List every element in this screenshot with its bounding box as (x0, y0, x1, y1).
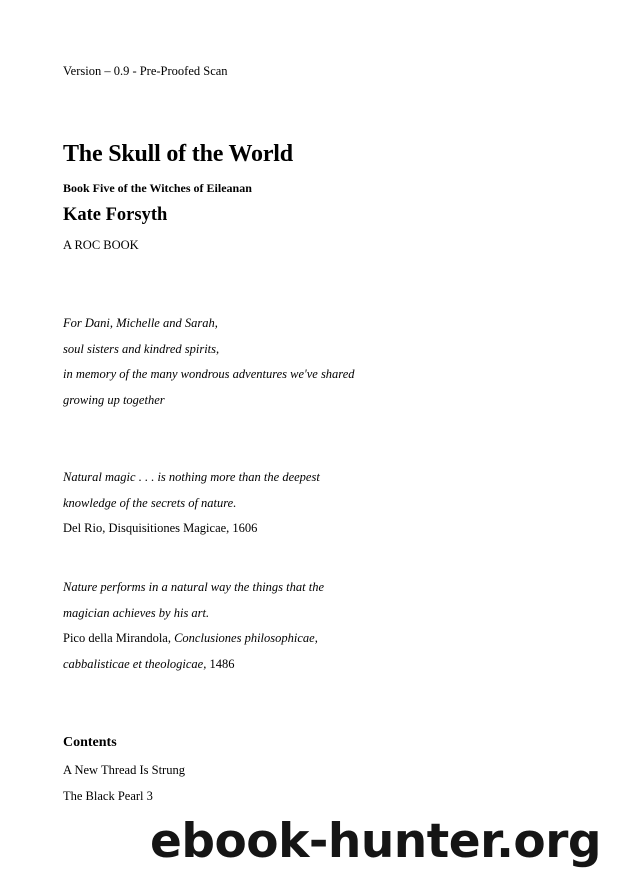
toc-item[interactable]: A New Thread Is Strung (63, 763, 185, 777)
attribution-work: Conclusiones philosophicae, (174, 631, 318, 645)
attribution-work-cont: cabbalisticae et theologicae, (63, 657, 207, 671)
epigraph-attribution (63, 631, 318, 646)
publisher-line: A ROC BOOK (63, 238, 139, 252)
dedication-line: growing up together (63, 393, 165, 407)
attribution-author: Pico della Mirandola, (63, 631, 175, 645)
toc-item[interactable]: The Black Pearl 3 (63, 789, 153, 803)
book-title: The Skull of the World (63, 141, 293, 167)
dedication-line: soul sisters and kindred spirits, (63, 342, 220, 356)
watermark: ebook-hunter.org (150, 814, 602, 869)
book-author: Kate Forsyth (63, 205, 168, 225)
contents-heading: Contents (63, 735, 117, 750)
epigraph-line: Nature performs in a natural way the things that the (63, 580, 324, 594)
epigraph-attribution: Del Rio, Disquisitiones Magicae, 1606 (63, 521, 258, 535)
dedication-line: For Dani, Michelle and Sarah, (63, 316, 218, 330)
epigraph-attribution-cont (63, 657, 234, 672)
book-subtitle: Book Five of the Witches of Eileanan (63, 181, 252, 195)
dedication-line: in memory of the many wondrous adventures we've shared (63, 367, 355, 381)
epigraph-line: magician achieves by his art. (63, 606, 210, 620)
epigraph-line: Natural magic . . . is nothing more than the deepest (63, 470, 320, 484)
epigraph-line: knowledge of the secrets of nature. (63, 496, 237, 510)
attribution-year: 1486 (206, 657, 235, 671)
version-note: Version – 0.9 - Pre-Proofed Scan (63, 64, 228, 78)
